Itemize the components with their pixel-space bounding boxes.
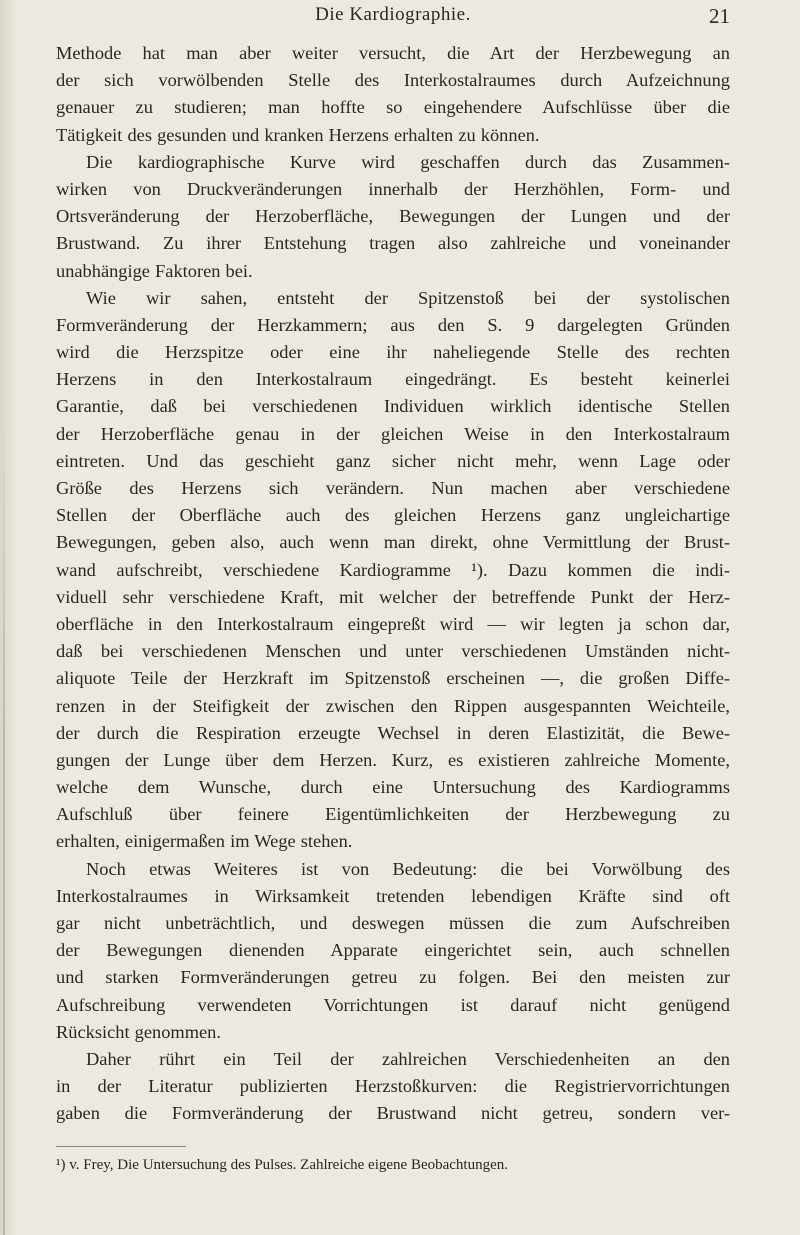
text-line: Interkostalraumes in Wirksamkeit tretenden lebendigen Kräfte sind oft	[56, 885, 730, 906]
text-line: eintreten. Und das geschieht ganz sicher nicht mehr, wenn Lage oder	[56, 450, 730, 471]
text-line: Bewegungen, geben also, auch wenn man direkt, ohne Vermittlung der Brust-	[56, 532, 730, 553]
text-line: Garantie, daß bei verschiedenen Individuen wirklich identische Stellen	[56, 396, 730, 417]
text-line: gaben die Formveränderung der Brustwand nicht getreu, sondern ver-	[56, 1103, 730, 1124]
text-line: der Herzoberfläche genau in der gleichen Weise in den Interkostalraum	[56, 423, 730, 444]
text-line: gar nicht unbeträchtlich, und deswegen müssen die zum Aufschreiben	[56, 913, 730, 933]
text-line: Aufschreibung verwendeten Vorrichtungen ist darauf nicht genügend	[56, 994, 730, 1015]
footnote: ¹) v. Frey, Die Untersuchung des Pulses. Zahlreiche eigene Beobachtungen.	[56, 1157, 508, 1173]
text-line: Daher rührt ein Teil der zahlreichen Verschiedenheiten an den	[86, 1048, 730, 1069]
text-line: viduell sehr verschiedene Kraft, mit welcher der betreffende Punkt der Herz-	[56, 586, 730, 607]
text-line: Rücksicht genommen.	[56, 1021, 221, 1042]
text-line: Formveränderung der Herzkammern; aus den S. 9 dargelegten Gründen	[56, 314, 730, 335]
text-line: Tätigkeit des gesunden und kranken Herzens erhalten zu können.	[56, 124, 540, 145]
text-line: in der Literatur publizierten Herzstoßkurven: die Registriervorrichtungen	[56, 1076, 730, 1097]
text-line: der sich vorwölbenden Stelle des Interkostalraumes durch Aufzeichnung	[56, 70, 730, 91]
text-line: Ortsveränderung der Herzoberfläche, Bewegungen der Lungen und der	[56, 206, 730, 227]
text-line: daß bei verschiedenen Menschen und unter verschiedenen Umständen nicht-	[56, 641, 730, 662]
text-line: oberfläche in den Interkostalraum eingepreßt wird — wir legten ja schon dar,	[56, 613, 730, 634]
text-line: Brustwand. Zu ihrer Entstehung tragen also zahlreiche und voneinander	[56, 233, 730, 254]
body-text	[56, 40, 730, 1128]
text-line: Methode hat man aber weiter versucht, die Art der Herzbewegung an	[56, 43, 730, 63]
text-line: wirken von Druckveränderungen innerhalb der Herzhöhlen, Form- und	[56, 178, 730, 199]
text-line: Aufschluß über feinere Eigentümlichkeiten der Herzbewegung zu	[56, 804, 730, 825]
text-line: Stellen der Oberfläche auch des gleichen Herzens ganz ungleichartige	[56, 505, 730, 526]
text-line: Größe des Herzens sich verändern. Nun machen aber verschiedene	[56, 478, 730, 498]
footnote-divider	[56, 1146, 186, 1147]
text-line: aliquote Teile der Herzkraft im Spitzenstoß erscheinen —, die großen Diffe-	[56, 668, 730, 689]
text-line: renzen in der Steifigkeit der zwischen den Rippen ausgespannten Weichteile,	[56, 695, 730, 716]
text-line: wird die Herzspitze oder eine ihr naheliegende Stelle des rechten	[56, 342, 730, 363]
text-line: Wie wir sahen, entsteht der Spitzenstoß bei der systolischen	[86, 287, 730, 308]
page-number: 21	[709, 4, 730, 28]
text-line: wand aufschreibt, verschiedene Kardiogramme ¹). Dazu kommen die indi-	[56, 559, 730, 580]
text-line: gungen der Lunge über dem Herzen. Kurz, es existieren zahlreiche Momente,	[56, 749, 730, 770]
running-title: Die Kardiographie.	[315, 4, 471, 25]
text-line: welche dem Wunsche, durch eine Untersuchung des Kardiogramms	[56, 777, 730, 798]
text-line: Herzens in den Interkostalraum eingedrängt. Es besteht keinerlei	[56, 369, 730, 390]
text-line: erhalten, einigermaßen im Wege stehen.	[56, 831, 353, 852]
page-edge-shadow	[0, 0, 18, 1235]
text-line: Noch etwas Weiteres ist von Bedeutung: die bei Vorwölbung des	[86, 858, 730, 879]
text-line: der durch die Respiration erzeugte Wechsel in deren Elastizität, die Bewe-	[56, 722, 730, 743]
page-header	[56, 4, 730, 34]
text-line: und starken Formveränderungen getreu zu folgen. Bei den meisten zur	[56, 967, 730, 988]
text-line: der Bewegungen dienenden Apparate eingerichtet sein, auch schnellen	[56, 940, 730, 961]
text-line: unabhängige Faktoren bei.	[56, 260, 253, 281]
text-line: genauer zu studieren; man hoffte so eingehendere Aufschlüsse über die	[56, 97, 730, 118]
text-line: Die kardiographische Kurve wird geschaffen durch das Zusammen-	[86, 151, 730, 172]
